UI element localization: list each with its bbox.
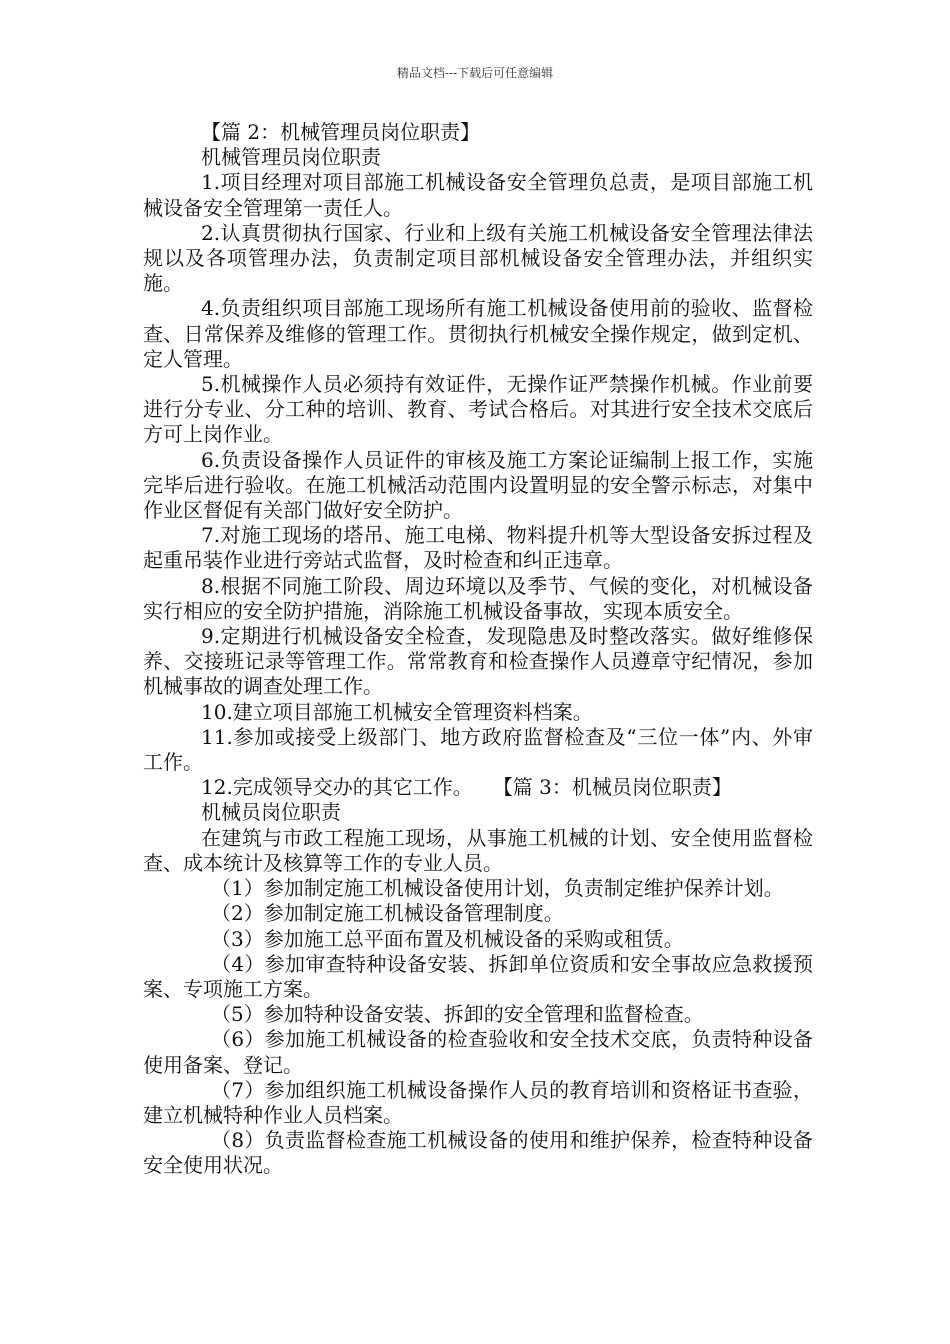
section-2-subtitle: 机械管理员岗位职责 bbox=[201, 145, 381, 170]
duty-item: 10.建立项目部施工机械安全管理资料档案。 bbox=[201, 699, 593, 724]
duty-item: 8.根据不同施工阶段、周边环境以及季节、气候的变化，对机械设备实行相应的安全防护措施，消除施工机械设备事故，实现本质安全。 bbox=[143, 573, 813, 623]
responsibility-item: （3）参加施工总平面布置及机械设备的采购或租赁。 bbox=[211, 926, 684, 951]
section-3-intro: 在建筑与市政工程施工现场，从事施工机械的计划、安全使用监督检查、成本统计及核算等工作的专业人员。 bbox=[143, 825, 813, 875]
responsibility-item: （5）参加特种设备安装、拆卸的安全管理和监督检查。 bbox=[211, 1002, 704, 1027]
section-3-subtitle: 机械员岗位职责 bbox=[201, 800, 341, 825]
responsibility-item: （4）参加审查特种设备安装、拆卸单位资质和安全事故应急救援预案、专项施工方案。 bbox=[143, 951, 813, 1001]
responsibility-item: （6）参加施工机械设备的检查验收和安全技术交底，负责特种设备使用备案、登记。 bbox=[143, 1027, 813, 1077]
section-3-heading: 【篇 3：机械员岗位职责】 bbox=[492, 775, 732, 800]
responsibility-item: （1）参加制定施工机械设备使用计划，负责制定维护保养计划。 bbox=[211, 876, 784, 901]
section-2-heading: 【篇 2：机械管理员岗位职责】 bbox=[201, 120, 481, 144]
duty-item: 5.机械操作人员必须持有效证件，无操作证严禁操作机械。作业前要进行分专业、分工种的培训、教育、考试合格后。对其进行安全技术交底后方可上岗作业。 bbox=[143, 372, 813, 447]
duty-item: 6.负责设备操作人员证件的审核及施工方案论证编制上报工作，实施完毕后进行验收。在施工机械活动范围内设置明显的安全警示标志，对集中作业区督促有关部门做好安全防护。 bbox=[143, 447, 813, 523]
page-header: 精品文档---下载后可任意编辑 bbox=[396, 66, 554, 80]
duty-item: 11.参加或接受上级部门、地方政府监督检查及“三位一体”内、外审工作。 bbox=[143, 724, 813, 775]
duty-item: 2.认真贯彻执行国家、行业和上级有关施工机械设备安全管理法律法规以及各项管理办法，负责制定项目部机械设备安全管理办法，并组织实施。 bbox=[143, 220, 813, 296]
duty-item: 1.项目经理对项目部施工机械设备安全管理负总责，是项目部施工机械设备安全管理第一责任人。 bbox=[143, 170, 813, 220]
duty-item-last-line bbox=[143, 775, 813, 800]
duty-item: 7.对施工现场的塔吊、施工电梯、物料提升机等大型设备安拆过程及起重吊装作业进行旁站式监督，及时检查和纠正违章。 bbox=[143, 523, 813, 573]
responsibility-item: （2）参加制定施工机械设备管理制度。 bbox=[211, 901, 564, 926]
duty-item: 12.完成领导交办的其它工作。 bbox=[201, 775, 473, 800]
responsibility-item: （8）负责监督检查施工机械设备的使用和维护保养，检查特种设备安全使用状况。 bbox=[143, 1128, 813, 1178]
responsibility-item: （7）参加组织施工机械设备操作人员的教育培训和资格证书查验，建立机械特种作业人员档案。 bbox=[143, 1077, 813, 1127]
duty-item: 9.定期进行机械设备安全检查，发现隐患及时整改落实。做好维修保养、交接班记录等管理工作。常常教育和检查操作人员遵章守纪情况，参加机械事故的调查处理工作。 bbox=[143, 624, 813, 699]
duty-item: 4.负责组织项目部施工现场所有施工机械设备使用前的验收、监督检查、日常保养及维修的管理工作。贯彻执行机械安全操作规定，做到定机、定人管理。 bbox=[143, 296, 813, 371]
document-body bbox=[143, 120, 813, 1179]
